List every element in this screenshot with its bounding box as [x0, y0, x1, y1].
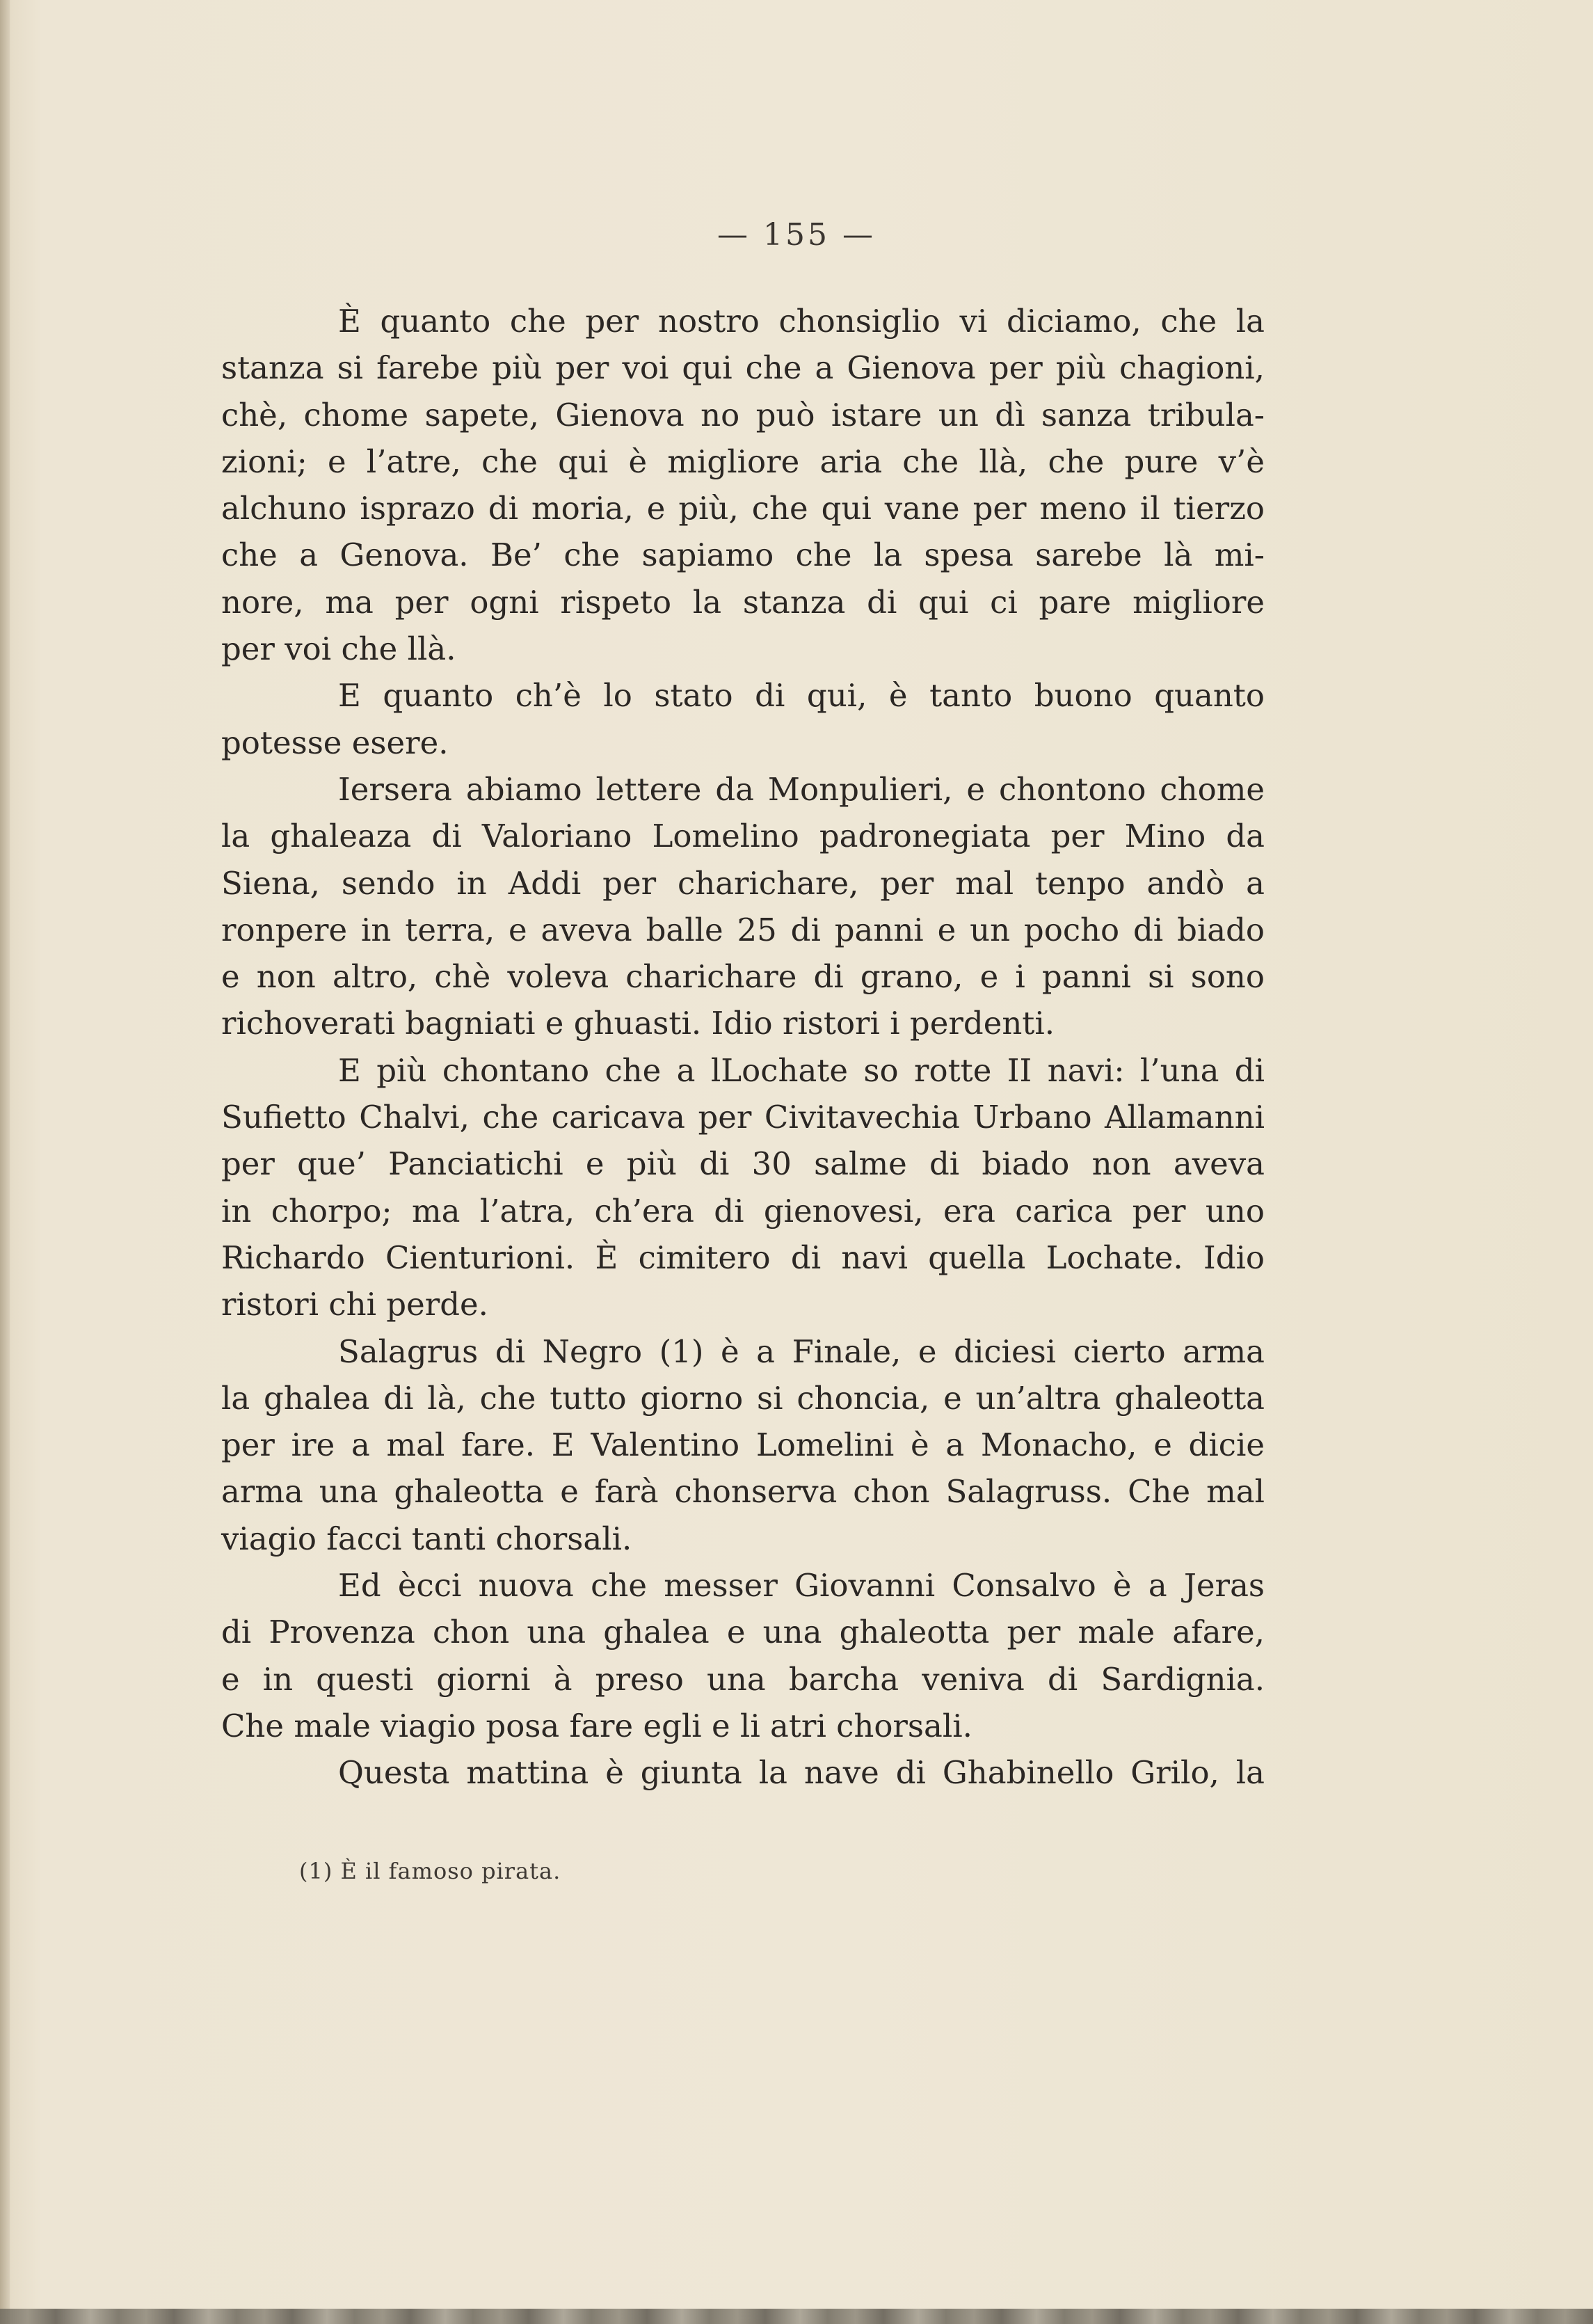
text-line: chè, chome sapete, Gienova no può istare un dì sanza tribula-	[221, 396, 1265, 433]
text-line: per voi che llà.	[221, 630, 456, 668]
text-line: zioni; e l’atre, che qui è migliore aria che llà, che pure v’è	[221, 443, 1265, 480]
text-line: ristori chi perde.	[221, 1286, 488, 1323]
text-line: richoverati bagniati e ghuasti. Idio ristori i perdenti.	[221, 1005, 1055, 1042]
text-line: arma una ghaleotta e farà chonserva chon Salagruss. Che mal	[221, 1473, 1265, 1511]
text-line: Sufietto Chalvi, che caricava per Civitavechia Urbano Allamanni	[221, 1099, 1265, 1136]
text-line: e in questi giorni à preso una barcha veniva di Sardignia.	[221, 1660, 1265, 1698]
text-line: E più chontano che a lLochate so rotte II navi: l’una di	[338, 1051, 1265, 1089]
text-line: per que’ Panciatichi e più di 30 salme di biado non aveva	[221, 1145, 1265, 1183]
text-line: ronpere in terra, e aveva balle 25 di panni e un pocho di biado	[221, 911, 1265, 948]
text-line: e non altro, chè voleva charichare di grano, e i panni si sono	[221, 958, 1265, 996]
paragraph	[221, 1328, 1265, 1562]
text-line: Iersera abiamo lettere da Monpulieri, e chontono chome	[338, 770, 1265, 808]
body-text	[221, 298, 1265, 1797]
text-line: Che male viagio posa fare egli e li atri chorsali.	[221, 1707, 972, 1744]
page-number: — 155 —	[717, 217, 876, 253]
text-line: potesse esere.	[221, 724, 449, 761]
text-line: che a Genova. Be’ che sapiamo che la spesa sarebe là mi-	[221, 536, 1265, 574]
text-line: nore, ma per ogni rispeto la stanza di qui ci pare migliore	[221, 583, 1265, 621]
paragraph	[221, 766, 1265, 1047]
footnote: (1) È il famoso pirata.	[299, 1858, 561, 1884]
text-line: viagio facci tanti chorsali.	[221, 1520, 632, 1557]
text-line: È quanto che per nostro chonsiglio vi diciamo, che la	[338, 303, 1265, 340]
text-line: Richardo Cienturioni. È cimitero di navi quella Lochate. Idio	[221, 1239, 1265, 1276]
text-line: Questa mattina è giunta la nave di Ghabinello Grilo, la	[338, 1754, 1265, 1792]
paragraph	[221, 1749, 1265, 1796]
paragraph	[221, 672, 1265, 766]
text-line: stanza si farebe più per voi qui che a Gienova per più chagioni,	[221, 349, 1265, 387]
text-line: E quanto ch’è lo stato di qui, è tanto buono quanto	[338, 677, 1265, 715]
text-line: Siena, sendo in Addi per charichare, per mal tenpo andò a	[221, 864, 1265, 902]
text-line: Salagrus di Negro (1) è a Finale, e diciesi cierto arma	[338, 1332, 1265, 1370]
paragraph	[221, 1562, 1265, 1749]
page-bottom-edge	[0, 2309, 1593, 2324]
text-line: la ghalea di là, che tutto giorno si choncia, e un’altra ghaleotta	[221, 1379, 1265, 1417]
page-left-edge	[0, 0, 10, 2324]
text-line: alchuno isprazo di moria, e più, che qui vane per meno il tierzo	[221, 490, 1265, 527]
text-line: per ire a mal fare. E Valentino Lomelini è a Monacho, e dicie	[221, 1426, 1265, 1464]
paragraph	[221, 298, 1265, 672]
text-line: in chorpo; ma l’atra, ch’era di gienovesi, era carica per uno	[221, 1192, 1265, 1229]
text-line: la ghaleaza di Valoriano Lomelino padronegiata per Mino da	[221, 818, 1265, 855]
text-line: Ed ècci nuova che messer Giovanni Consalvo è a Jeras	[338, 1567, 1265, 1605]
paragraph	[221, 1047, 1265, 1328]
text-line: di Provenza chon una ghalea e una ghaleotta per male afare,	[221, 1614, 1265, 1651]
